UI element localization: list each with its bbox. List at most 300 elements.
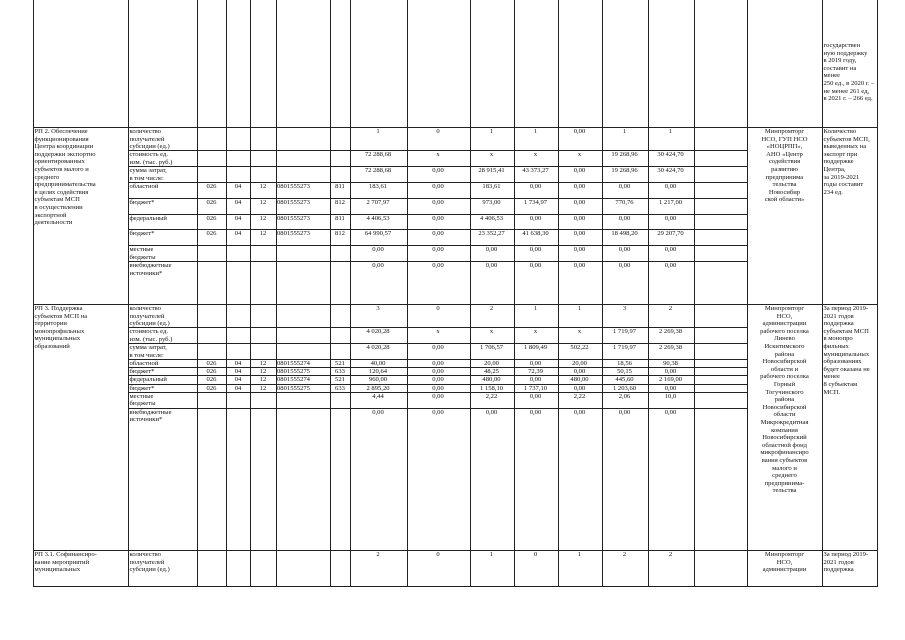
section-title-line: в осуществлении xyxy=(34,204,83,211)
budget-code: 811 xyxy=(335,214,345,222)
amount-cell: 0,00 xyxy=(664,246,677,254)
budget-code: 0801555275 xyxy=(277,384,310,392)
amount-cell: 0,00 xyxy=(529,376,542,384)
column-rule xyxy=(648,0,649,586)
indicator-label: местные xyxy=(129,246,154,254)
indicator-label: бюджеты xyxy=(129,400,156,408)
amount-cell: 960,00 xyxy=(368,376,388,384)
amount-cell: 973,00 xyxy=(482,198,501,206)
budget-code: 04 xyxy=(234,368,242,376)
amount-cell: x xyxy=(577,151,582,159)
column-rule xyxy=(877,0,878,586)
budget-code: 12 xyxy=(259,368,267,376)
section-title-line: ориентированных xyxy=(34,158,85,166)
amount-cell: 0,00 xyxy=(664,262,677,269)
indicator-label: местные xyxy=(129,392,154,400)
amount-cell: 0,00 xyxy=(618,262,631,269)
amount-cell: 1 xyxy=(376,128,380,135)
amount-cell: x xyxy=(577,328,582,336)
executor-line: НСО, xyxy=(776,558,793,566)
amount-cell: 2 269,38 xyxy=(658,344,683,352)
amount-cell: 0,00 xyxy=(432,262,444,269)
executor-line: малого и xyxy=(772,464,797,472)
indicator-label: в том числе: xyxy=(129,351,164,359)
budget-code: 812 xyxy=(335,230,345,238)
amount-cell: 2,22 xyxy=(485,392,498,400)
amount-cell: 0,00 xyxy=(372,246,384,254)
amount-cell: 4 406,53 xyxy=(366,214,390,222)
executor-line: НСО, ГУП НСО xyxy=(761,135,808,143)
executor-line: микрофинансиро xyxy=(760,449,809,457)
budget-code: 12 xyxy=(259,376,267,384)
amount-cell: 1 734,97 xyxy=(523,198,548,206)
executor-line: Новосибирской xyxy=(762,403,807,411)
amount-cell: 0 xyxy=(533,551,538,558)
executor-line: Минпромторг xyxy=(764,305,805,312)
amount-cell: 72,39 xyxy=(528,368,543,376)
budget-code: 12 xyxy=(259,360,267,367)
amount-cell: 0,00 xyxy=(573,183,586,190)
amount-cell: 0,00 xyxy=(573,246,586,254)
budget-code: 633 xyxy=(335,368,345,376)
amount-cell: 0,00 xyxy=(529,262,542,269)
executor-line: Новосибирской xyxy=(762,358,807,366)
amount-cell: 0,00 xyxy=(573,384,586,392)
budget-code: 026 xyxy=(206,368,217,376)
executor-line: Минпромторг xyxy=(764,551,805,558)
amount-cell: 0,00 xyxy=(432,408,444,416)
amount-cell: 0,00 xyxy=(573,230,586,238)
indicator-label: в том числе: xyxy=(129,174,164,182)
amount-cell: 0,00 xyxy=(529,246,542,254)
result-line: выведенных на xyxy=(823,143,867,151)
executor-line: предпринима xyxy=(765,173,804,181)
amount-cell: 18 498,20 xyxy=(611,230,638,238)
amount-cell: 0,00 xyxy=(432,246,444,254)
amount-cell: 445,60 xyxy=(615,376,634,384)
indicator-label: количество xyxy=(129,551,161,558)
result-line: субъектам МСП xyxy=(823,327,869,335)
amount-cell: 23 352,27 xyxy=(478,230,505,238)
section-title-line: вание мероприятий xyxy=(34,558,90,566)
budget-code: 026 xyxy=(206,214,217,222)
amount-cell: 0,00 xyxy=(618,214,631,222)
amount-cell: 0,00 xyxy=(432,392,444,400)
executor-line: среднего xyxy=(772,472,797,480)
executor-line: Новосибирский xyxy=(762,434,807,442)
amount-cell: 1 809,49 xyxy=(523,344,548,352)
amount-cell: 18,56 xyxy=(617,360,632,367)
column-rule xyxy=(747,0,748,586)
indicator-label: сумма затрат, xyxy=(129,344,167,352)
amount-cell: 1 xyxy=(533,305,538,312)
executor-line: тельства xyxy=(772,487,797,495)
column-rule xyxy=(350,0,351,586)
result-line: образованиях xyxy=(823,358,862,366)
amount-cell: 1 xyxy=(577,551,582,558)
section-title-line: деятельности xyxy=(34,219,73,227)
amount-cell: 30 424,70 xyxy=(657,167,684,175)
executor-line: района xyxy=(774,350,795,358)
result-note-line: 250 ед., в 2020 г. – xyxy=(823,80,875,87)
amount-cell: 120,64 xyxy=(368,368,388,376)
amount-cell: 0,00 xyxy=(618,183,631,190)
column-rule xyxy=(470,0,471,586)
executor-line: АНО «Центр xyxy=(766,150,803,158)
result-line: фильных xyxy=(823,343,849,350)
executor-line: Искитимского xyxy=(764,343,805,350)
amount-cell: 0,00 xyxy=(618,408,631,416)
indicator-label: субсидии (ед.) xyxy=(129,566,170,574)
section-title-line: РП 3.1. Софинансиро- xyxy=(34,551,97,558)
amount-cell: 2,06 xyxy=(618,392,631,400)
section-title-line: субъектов малого и xyxy=(34,166,89,173)
amount-cell: 19 268,96 xyxy=(611,167,638,175)
result-line: МСП. xyxy=(823,388,841,396)
column-rule xyxy=(128,0,129,586)
amount-cell: 20,00 xyxy=(484,360,499,367)
result-line: субъектов МСП, xyxy=(823,135,870,143)
result-line: 8 субъектам xyxy=(823,381,858,388)
result-note-line: государствен xyxy=(823,42,861,49)
amount-cell: 20,00 xyxy=(572,360,587,367)
budget-code: 04 xyxy=(234,360,242,367)
amount-cell: 183,61 xyxy=(482,183,501,190)
indicator-label: получателей xyxy=(129,558,165,566)
budget-code: 633 xyxy=(335,384,345,392)
column-rule xyxy=(276,0,277,586)
indicator-label: сумма затрат, xyxy=(129,167,167,175)
amount-cell: x xyxy=(436,328,440,336)
amount-cell: 72 288,68 xyxy=(364,167,392,175)
executor-line: рабочего поселка xyxy=(760,373,809,381)
amount-cell: 2 xyxy=(668,305,673,312)
amount-cell: 0,00 xyxy=(485,262,498,269)
result-line: поддержка xyxy=(823,320,854,328)
amount-cell: 0,00 xyxy=(432,344,444,352)
executor-line: администрации xyxy=(762,566,807,574)
section-title-line: монопрофильных xyxy=(34,327,85,335)
result-note-line: составит на xyxy=(823,64,857,72)
budget-code: 12 xyxy=(259,230,267,238)
amount-cell: 1 xyxy=(489,128,494,135)
column-rule xyxy=(407,0,408,586)
indicator-label: бюджет* xyxy=(129,368,155,376)
amount-cell: 41 638,30 xyxy=(522,230,549,238)
indicator-label: субсидии (ед.) xyxy=(129,320,170,328)
amount-cell: 1 xyxy=(577,305,582,312)
amount-cell: 2,22 xyxy=(573,392,586,400)
column-rule xyxy=(514,0,515,586)
result-line: 2021 годов xyxy=(823,558,854,566)
amount-cell: 2 xyxy=(668,551,673,558)
executor-line: Минпромторг xyxy=(764,128,805,135)
result-line: в монопро xyxy=(823,335,853,343)
result-note-line: в 2021 г. – 266 ед. xyxy=(823,95,873,103)
result-line: поддержке xyxy=(823,158,854,166)
budget-code: 04 xyxy=(234,230,242,238)
budget-code: 026 xyxy=(206,230,217,238)
amount-cell: 29 207,70 xyxy=(657,230,684,238)
indicator-label: федеральный xyxy=(129,214,167,222)
executor-line: района xyxy=(774,396,795,404)
executor-line: вания субъектов xyxy=(761,457,808,464)
executor-line: Микрокредитная xyxy=(760,419,809,426)
budget-code: 04 xyxy=(234,384,242,392)
section-title-line: территории xyxy=(34,320,67,328)
column-rule xyxy=(226,0,227,586)
indicator-label: бюджет* xyxy=(129,230,155,238)
amount-cell: 50,15 xyxy=(617,368,632,376)
executor-line: администрации xyxy=(762,320,807,328)
amount-cell: 0,00 xyxy=(485,408,498,416)
budget-code: 12 xyxy=(259,183,267,190)
amount-cell: 0,00 xyxy=(529,214,542,222)
amount-cell: 0,00 xyxy=(573,368,586,376)
bottom-rule xyxy=(33,586,878,587)
amount-cell: 0,00 xyxy=(372,262,384,269)
budget-code: 0801555273 xyxy=(277,198,310,206)
amount-cell: 0,00 xyxy=(432,384,444,392)
budget-code: 04 xyxy=(234,376,242,384)
result-line: За период 2019- xyxy=(823,551,869,558)
budget-code: 026 xyxy=(206,360,217,367)
budget-code: 0801555273 xyxy=(277,183,310,190)
amount-cell: 0 xyxy=(436,551,440,558)
amount-cell: 1 xyxy=(533,128,538,135)
executor-line: ской области» xyxy=(764,196,805,204)
section-title-line: субъектов МСП на xyxy=(34,312,88,320)
amount-cell: 30 424,70 xyxy=(657,151,684,159)
column-rule xyxy=(197,0,198,586)
amount-cell: 2 269,38 xyxy=(658,328,683,336)
amount-cell: 64 990,57 xyxy=(364,230,392,238)
budget-code: 04 xyxy=(234,198,242,206)
amount-cell: 2 895,20 xyxy=(366,384,390,392)
amount-cell: 0,00 xyxy=(664,408,677,416)
amount-cell: 480,00 xyxy=(570,376,589,384)
amount-cell: 0,00 xyxy=(485,246,498,254)
indicator-label: изм. (тыс. руб.) xyxy=(129,159,173,166)
indicator-label: получателей xyxy=(129,312,165,320)
amount-cell: 1 xyxy=(668,128,673,135)
indicator-label: получателей xyxy=(129,135,165,143)
amount-cell: 0,00 xyxy=(573,128,586,135)
amount-cell: 0,00 xyxy=(529,392,542,400)
amount-cell: x xyxy=(533,151,538,159)
amount-cell: 0,00 xyxy=(664,214,677,222)
amount-cell: 43 373,27 xyxy=(522,167,549,175)
executor-line: области xyxy=(773,411,796,419)
amount-cell: 0,00 xyxy=(432,360,444,367)
amount-cell: 1 737,10 xyxy=(523,384,548,392)
amount-cell: 0,00 xyxy=(664,368,677,376)
executor-line: развитию xyxy=(771,166,798,173)
result-line: поддержка xyxy=(823,566,854,574)
amount-cell: 72 288,68 xyxy=(364,151,392,159)
section-title-line: образований xyxy=(34,343,70,350)
result-line: муниципальных xyxy=(823,350,870,358)
indicator-label: внебюджетные xyxy=(129,408,172,416)
budget-code: 026 xyxy=(206,198,217,206)
amount-cell: x xyxy=(489,151,494,159)
column-rule xyxy=(558,0,559,586)
budget-code: 0801555274 xyxy=(277,360,310,367)
executor-line: тельства xyxy=(772,181,797,189)
amount-cell: 2 xyxy=(376,551,380,558)
column-rule xyxy=(250,0,251,586)
amount-cell: 0,00 xyxy=(432,376,444,384)
indicator-label: источники* xyxy=(129,269,163,277)
amount-cell: 28 915,41 xyxy=(478,167,505,175)
result-note-line: в 2019 году, xyxy=(823,57,857,65)
executor-line: Тогучинского xyxy=(765,388,804,396)
result-note-line: ную поддержку xyxy=(823,49,868,57)
amount-cell: 4 406,53 xyxy=(479,214,504,222)
amount-cell: 0,00 xyxy=(372,408,384,416)
indicator-label: областной xyxy=(129,183,159,190)
section-title-line: муниципальных xyxy=(34,335,81,343)
amount-cell: 0,00 xyxy=(432,198,444,206)
result-line: За период 2019- xyxy=(823,305,869,312)
result-line: 2021 годов xyxy=(823,312,854,320)
result-note-line: менее xyxy=(823,72,840,80)
amount-cell: x xyxy=(489,328,494,336)
result-line: годы составит xyxy=(823,181,864,189)
executor-line: «НОЦРПП», xyxy=(766,143,803,151)
amount-cell: 4,44 xyxy=(372,392,384,400)
indicator-label: стоимость ед. xyxy=(129,151,168,159)
indicator-label: бюджет* xyxy=(129,198,155,206)
budget-code: 12 xyxy=(259,384,267,392)
indicator-label: бюджеты xyxy=(129,253,156,261)
amount-cell: 4 020,28 xyxy=(366,328,390,336)
amount-cell: 480,00 xyxy=(482,376,501,384)
executor-line: НСО, xyxy=(776,312,793,320)
indicator-label: областной xyxy=(129,360,159,367)
amount-cell: 40,00 xyxy=(370,360,386,367)
amount-cell: 0,00 xyxy=(432,183,444,190)
amount-cell: 0,00 xyxy=(432,214,444,222)
amount-cell: 0,00 xyxy=(529,183,542,190)
budget-code: 0801555273 xyxy=(277,214,310,222)
amount-cell: 0,00 xyxy=(573,408,586,416)
column-rule xyxy=(330,0,331,586)
indicator-label: количество xyxy=(129,305,161,312)
section-title-line: функционирования xyxy=(34,135,89,143)
amount-cell: 0,00 xyxy=(432,167,444,175)
amount-cell: 1 706,57 xyxy=(479,344,504,352)
amount-cell: 0,00 xyxy=(618,246,631,254)
amount-cell: 1 217,00 xyxy=(658,198,683,206)
amount-cell: 1 158,10 xyxy=(479,384,504,392)
result-line: будет оказана не xyxy=(823,365,870,373)
budget-code: 12 xyxy=(259,214,267,222)
result-note-line: не менее 261 ед, xyxy=(823,87,870,95)
indicator-label: изм. (тыс. руб.) xyxy=(129,336,173,343)
section-title-line: РП 2. Обеспечение xyxy=(34,128,88,135)
amount-cell: 0 xyxy=(436,128,440,135)
budget-code: 811 xyxy=(335,183,345,190)
amount-cell: 3 xyxy=(622,305,627,312)
column-rule xyxy=(694,0,695,586)
column-rule xyxy=(602,0,603,586)
result-line: Центра, xyxy=(823,166,846,173)
amount-cell: 1 203,60 xyxy=(612,384,637,392)
amount-cell: 0 xyxy=(436,305,440,312)
section-title-line: поддержки экспортно xyxy=(34,150,96,158)
amount-cell: 3 xyxy=(376,305,380,312)
budget-code: 521 xyxy=(335,360,345,367)
executor-line: Горный xyxy=(773,381,796,388)
amount-cell: 19 268,96 xyxy=(611,151,638,159)
indicator-label: субсидии (ед.) xyxy=(129,143,170,151)
amount-cell: 0,00 xyxy=(664,384,677,392)
executor-line: Новосибир xyxy=(768,188,801,196)
section-title-line: Центра координации xyxy=(34,143,94,151)
section-title-line: предпринимательства xyxy=(34,181,96,189)
indicator-label: бюджет* xyxy=(129,384,155,392)
budget-code: 026 xyxy=(206,376,217,384)
column-rule xyxy=(33,0,34,586)
indicator-label: федеральный xyxy=(129,376,167,384)
amount-cell: 1 xyxy=(622,128,627,135)
amount-cell: 90,38 xyxy=(663,360,678,367)
executor-line: рабочего поселка xyxy=(760,327,809,335)
amount-cell: 2 xyxy=(489,305,494,312)
amount-cell: 0,00 xyxy=(573,198,586,206)
amount-cell: x xyxy=(533,328,538,336)
amount-cell: 0,00 xyxy=(664,183,677,190)
section-title-line: экспортной xyxy=(34,211,67,219)
amount-cell: 770,76 xyxy=(615,198,634,206)
budget-code: 0801555275 xyxy=(277,368,310,376)
result-line: Количество xyxy=(823,128,857,135)
budget-code: 0801555274 xyxy=(277,376,310,384)
amount-cell: 183,61 xyxy=(368,183,388,190)
indicator-label: количество xyxy=(129,128,161,135)
amount-cell: 502,22 xyxy=(570,344,589,352)
executor-line: областной фонд xyxy=(762,441,807,449)
executor-line: компания xyxy=(771,426,798,434)
section-title-line: РП 3. Поддержка xyxy=(34,305,83,312)
amount-cell: 1 xyxy=(489,551,494,558)
budget-code: 026 xyxy=(206,384,217,392)
section-title-line: среднего xyxy=(34,173,60,181)
executor-line: области и xyxy=(770,365,799,373)
amount-cell: 2 xyxy=(622,551,627,558)
amount-cell: 0,00 xyxy=(529,408,542,416)
amount-cell: 48,25 xyxy=(484,368,499,376)
budget-code: 04 xyxy=(234,214,242,222)
amount-cell: 0,00 xyxy=(573,167,586,175)
budget-code: 521 xyxy=(335,376,345,384)
result-line: экспорт при xyxy=(823,150,858,158)
indicator-label: источники* xyxy=(129,416,163,424)
budget-code: 12 xyxy=(259,198,267,206)
budget-code: 04 xyxy=(234,183,242,190)
budget-code: 812 xyxy=(335,198,345,206)
amount-cell: 1 719,97 xyxy=(612,328,637,336)
section-title-line: муниципальных xyxy=(34,566,81,574)
section-title-line: в целях содействия xyxy=(34,188,89,196)
indicator-label: внебюджетные xyxy=(129,262,172,269)
result-line: за 2019-2021 xyxy=(823,173,860,181)
amount-cell: 2 707,97 xyxy=(366,198,390,206)
amount-cell: 0,00 xyxy=(529,360,542,367)
amount-cell: 0,00 xyxy=(573,262,586,269)
amount-cell: 0,00 xyxy=(432,368,444,376)
